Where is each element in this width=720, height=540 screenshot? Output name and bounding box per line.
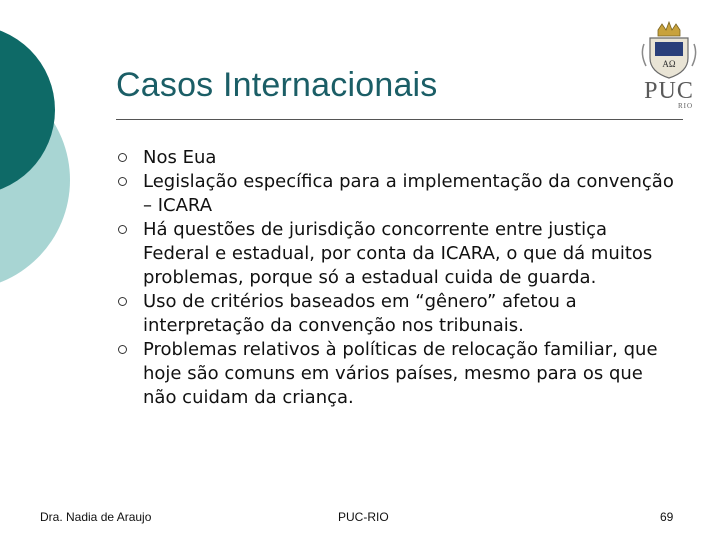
- bullet-item: [118, 170, 678, 218]
- crest-icon: [636, 20, 702, 80]
- title-divider: [116, 119, 683, 120]
- bullet-item: [118, 338, 678, 410]
- logo-subtext: RIO: [678, 102, 694, 110]
- bullet-list: [118, 146, 678, 410]
- footer-institution: PUC-RIO: [338, 510, 389, 524]
- footer-author: Dra. Nadia de Araujo: [40, 510, 152, 524]
- bullet-item: [118, 290, 678, 338]
- slide-title: Casos Internacionais: [116, 66, 438, 104]
- puc-rio-logo: [636, 20, 702, 110]
- bullet-text: Problemas relativos à políticas de relocação familiar, que hoje são comuns em vários países, mesmo para os que não cuidam da criança.: [143, 339, 658, 408]
- page-number: 69: [660, 510, 674, 524]
- bullet-text: Há questões de jurisdição concorrente entre justiça Federal e estadual, por conta da ICARA, o que dá muitos problemas, porque só a estadual cuida de guarda.: [143, 219, 653, 288]
- bullet-text: Legislação específica para a implementação da convenção – ICARA: [143, 171, 674, 216]
- decorative-circles: [0, 0, 110, 300]
- bullet-item: [118, 146, 678, 170]
- bullet-marker-icon: [118, 225, 127, 234]
- crest-letters: AΩ: [662, 59, 676, 69]
- bullet-text: Uso de critérios baseados em “gênero” afetou a interpretação da convenção nos tribunais.: [143, 291, 577, 336]
- bullet-text: Nos Eua: [143, 147, 217, 168]
- logo-text: PUC: [644, 78, 694, 104]
- bullet-marker-icon: [118, 345, 127, 354]
- bullet-item: [118, 218, 678, 290]
- bullet-marker-icon: [118, 177, 127, 186]
- bullet-marker-icon: [118, 153, 127, 162]
- bullet-marker-icon: [118, 297, 127, 306]
